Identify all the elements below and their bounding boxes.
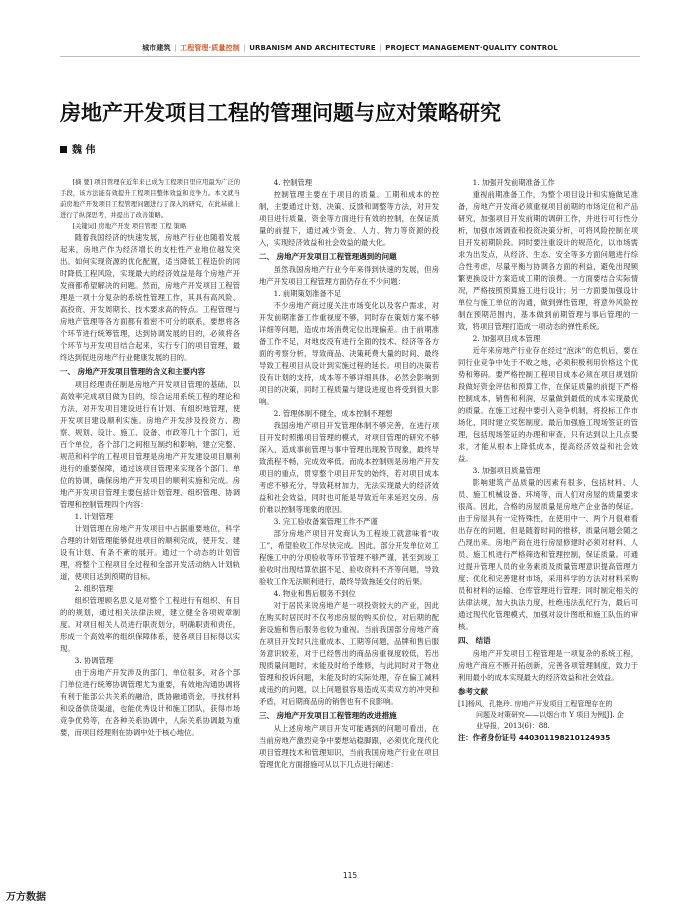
header-rule	[60, 56, 640, 57]
paragraph: 控制管理主要在于项目的质量、工期和成本的控制，主要通过计划、决策、反馈和调整等方法，对开发项目进行质量、资金等方面进行有效的控制，在保证质量的前提下，通过减少资金、人力、物力等资源的投入，实现经济效益和社会效益的最大化。	[259, 190, 439, 247]
paragraph: 组织管理顾名思义是对整个工程进行有组织、有目的的规划，通过相关法律法规，建立健全各项规章制度。对项目相关人员进行职责划分，明确职责和责任，形成一个高效率的组织保障体系，使各项目目标得以实现。	[60, 596, 240, 653]
abstract: [摘 要] 项目管理在近年来已成为工程项目里应用最为广泛的手段，该方法能有效提升工程项目整体效益和竞争力。本文就当前房地产开发项目工程管理问题进行了深入的研究，在此基础上进行了纵深思考，并提出了改善策略。	[60, 179, 240, 219]
subheading: 3. 协调管理	[74, 656, 114, 665]
author-note: 注：作者身份证号 440301198210124935	[458, 733, 611, 742]
journal-english: URBANISM AND ARCHITECTURE	[249, 44, 376, 52]
keywords: [关键词] 房地产开发 项目管理 工程 策略	[72, 223, 187, 230]
references-heading: 参考文献	[458, 687, 488, 696]
paragraph: 项目经理责任制是房地产开发项目管理的基础，以高效率完成项目做为目的，综合运用系统工程的理论和方法，对开发项目建设进行有计划、有组织地管理，使开发项目建设顺利实施。房地产开发涉及投资方、勘察、规划、设计、施工、设备、市政等几十个部门，近百个单位，各个部门之间相互制约和影响，建立完整、规范和科学的工程项目管理是房地产开发建设项目顺利进行的重要保障，通过该项目管理来实现各个部门、单位的协调，确保房地产开发项目的顺利实施和完成。房地产开发项目管理主要包括计划管理、组织管理、协调管理和控制管理四个内容：	[60, 380, 240, 509]
subheading: 1. 计划管理	[74, 512, 114, 521]
bullet-square-icon	[60, 146, 67, 153]
paragraph: 虽然我国房地产行业今年来得到快速的发展，但房地产开发项目工程管理方面仍存在不少问题：	[259, 265, 439, 286]
subheading: 3. 加强项目质量管理	[472, 466, 541, 475]
section-heading-4: 四、 结语	[458, 636, 491, 645]
section-heading-2: 二、 房地产开发项目工程管理遇到的问题	[259, 252, 397, 261]
column-2	[259, 177, 439, 771]
header-separator: |	[243, 44, 246, 52]
subheading: 4. 物业和售后服务不到位	[273, 589, 356, 598]
journal-name: 城市建筑	[142, 44, 171, 52]
author-line	[60, 141, 95, 156]
article-title: 房地产开发项目工程的管理问题与应对策略研究	[60, 101, 501, 125]
subheading: 1. 前期策划准备不足	[273, 289, 342, 298]
subheading: 2. 加强项目成本管理	[472, 334, 541, 343]
column-3	[458, 177, 638, 744]
subheading: 1. 加强开发前期准备工作	[472, 178, 555, 187]
paragraph: 重视前期准备工作，为整个项目设计和实施做足准备，房地产开发商必须重视项目前期的市场定位和产品研究，加强项目开发前期的调研工作，并进行可行性分析，加强市场调查和投资决策分析，可将风险控制在项目开发初期阶段。同时要注重设计的规范化，以市场需求为出发点，从经济、生态、安全等多方面问题进行综合性考虑，尽量平衡与协调各方面的利益，避免出现频繁更换设计方案造成工期的浪费。一方面要结合实际情况，严格按照预算施工进行设计；另一方面要加强设计单位与施工单位的沟通，做到弹性管理，将意外风险控制在预期范围内，基本做到前期管理与事后管理的一致，将项目管理打造成一项动态的弹性系统。	[458, 190, 638, 331]
subheading: 3. 完工验收备案管理工作不严谨	[273, 517, 378, 526]
paragraph: 近年来房地产行业存在经过“泡沫”的危机后，要在同行业竞争中处于不败之地，必须积极利用价格这个优势和筹码。要严格控制工程项目成本必须在项目规划阶段做好资金评估和预算工作，在保证质量的前提下严格控制成本，销售和利润，尽量做到最低的成本实现最优的质量。在施工过程中要引入竞争机制，将投标工作市场化，同时建立奖惩制度。最后加强施工现场签证的管理，包括现场签证的办理和审查，只有达到以上几点要求，才能从根本上降低成本，提高经济效益和社会效益。	[458, 346, 638, 463]
watermark: 万方数据	[6, 892, 46, 903]
intro-paragraph: 随着我国经济的快速发展，房地产行业也随着发展起来，房地产作为经济增长的支柱性产业地位越发突出。如何实现资源的优化配置，适当降低工程造价的同时降低工程风险，实现最大的经济效益是每个房地产开发商都希望解决的问题。然而，房地产开发项目工程管理是一项十分复杂的系统性管理工作，其具有高风险、高投资、开发周期长、技术要求高的特点。工程管理与房地产管理等各方面都有着密不可分的联系，要想将各个环节进行统筹管理，达到协调发展的目的，必须将各个环节与开发项目结合起来，实行专门的项目管理，最终达到促进房地产行业健康发展的目的。	[60, 233, 240, 362]
section-name: 工程管理·质量控制	[180, 44, 240, 52]
section-english: PROJECT MANAGEMENT·QUALITY CONTROL	[385, 44, 558, 52]
reference-item: [1]杨风，孔艳玲. 房地产开发项目工程管理存在的	[458, 700, 613, 708]
reference-item-cont: 问题及对策研究——以烟台市 Y 项目为例[J]. 企	[476, 711, 624, 719]
paragraph: 我国房地产项目开发管理体制不够完善，在进行项目开发时照搬项目管理的模式，对项目管理的研究不够深入，造成事前管理与事中管理出现脱节现象，最终导致流程不畅，完成效率低。而成本控制则是房地产开发项目的重点，贯穿整个项目开发的始终，若对项目成本考虑不够充分，导致耗材加力，无法实现最大的经济效益和社会效益，同时也可能是导致近年来延迟交房、房价难以控制等现象的原因。	[259, 421, 439, 514]
header-separator: |	[379, 44, 382, 52]
subheading: 2. 组织管理	[74, 584, 114, 593]
header-separator: |	[174, 44, 177, 52]
paragraph: 从上述房地产项目开发可能遇到的问题可看出，在当前房地产激烈竞争中要想站稳脚跟，必须优化现代化项目管理技术和管理知识，当前我国房地产行业在项目管理优化方面措施可从以下几点进行阐述：	[259, 724, 439, 769]
running-header	[0, 43, 700, 53]
column-1	[60, 177, 240, 739]
paragraph: 不少房地产商过度关注市场变化以及客户需求，对开发前期准备工作重视度不够，同时存在策划方案不够详细等问题，造成市场消费定位出现偏差。由于前期准备工作不足，对地皮没有进行全面的技术、经济等各方面的考察分析，导致商品、决策耗费大量的时间、最终导致工程项目从设计到实施过程的延长。项目的决策若没有计划的支持，成本等不够详细具体，必然会影响到项目的决策，同时工程质量与建设进度也将受到很大影响。	[259, 301, 439, 406]
paragraph: 由于房地产开发涉及的部门、单位很多，对各个部门单位进行统筹协调管理尤为重要，有效地沟通协调将有利于能部公共关系的融洽，既协融通资金，寻找材料和设备供货渠道，也能优秀设计和施工团队，获得市场竞争优势等，在各种关系协调中，人际关系协调最为重要，而项目经理则在协调中处于核心地位。	[60, 668, 240, 737]
section-heading-1: 一、 房地产开发项目管理的含义和主要内容	[60, 367, 206, 376]
paragraph: 部分房地产项目开发商认为工程竣工就意味着“收工”，希望验收工作尽快完成。因此，部分开发单位对工程施工中的分项验收等环节管理不够严谨，甚至到竣工验收时出现结算依据不足、验收资料不齐等问题，导致验收工作无法顺利进行，最终导致拖延交付的后果。	[259, 529, 439, 586]
paragraph: 计划管理在房地产开发项目中占据重要地位，科学合理的计划管理能够促进项目的顺利完成，使开发、建设有计划、有条不紊的展开。通过一个动态的计划管理，将整个工程项目全过程和全部开发活动纳入计划轨道，使项目达到预期的目标。	[60, 524, 240, 581]
reference-list	[458, 699, 638, 732]
author-name: 魏 伟	[72, 145, 96, 156]
reference-item-cont: 业导报，2013(6)：88.	[476, 722, 550, 730]
paragraph: 对于居民来说房地产是一项投资较大的产业，因此在购买时居民时不仅考虑房屋的购买价位，对后期的配套设施和售后服务也较为重视。当前我国部分房地产商在项目开发时只注重成本、工期等问题，品牌和售后服务意识较差，对于已经售出的商品房重视度较低，若出现质量问题时，未能及时给予维修，与此同时对于物业管理和投诉问题，未能及时的实际处理，存在偏工减料或违约的问题，以上问题很容易造成买卖双方的冲突和矛盾，对后期商品房的销售也有不良影响。	[259, 601, 439, 706]
paragraph: 影响建筑产品质量的因素有很多，包括材料、人员、施工机械设备、环境等，而人们对房屋的质量要求很高。因此，合格的房屋质量是房地产企业备的保证。由于房屋具有一定特殊性，在使用中一、两个月很难看出存在的问题，但是随着时间的推移，质量问题会随之凸现出来。房地产商在进行房屋修建时必须对材料、人员、施工机进行严格筛选和管理控制，保证质量。可通过提升管理人员的业务素质及质量管理意识提高管理力度；优化和完善建材市场，采用科学的方法对材料采购员和材料的运输、仓库管理进行管理；同时制定相关的法律法规，加大执法力度，杜绝违法乱纪行为，最后可通过现代化管理模式，加强对设计图纸和施工队伍的审核。	[458, 478, 638, 631]
subheading: 2. 管理体制不健全，成本控制不理想	[273, 409, 393, 418]
subheading: 4. 控制管理	[273, 178, 313, 187]
page-number: 115	[342, 871, 358, 880]
section-heading-3: 三、 房地产开发项目工程管理的改进措施	[259, 711, 397, 720]
paragraph: 房地产开发项目工程管理是一项复杂的系统工程，房地产商应不断开拓创新，完善各项管理制度，致力于利用最小的成本实现最大的经济效益和社会效益。	[458, 649, 638, 682]
